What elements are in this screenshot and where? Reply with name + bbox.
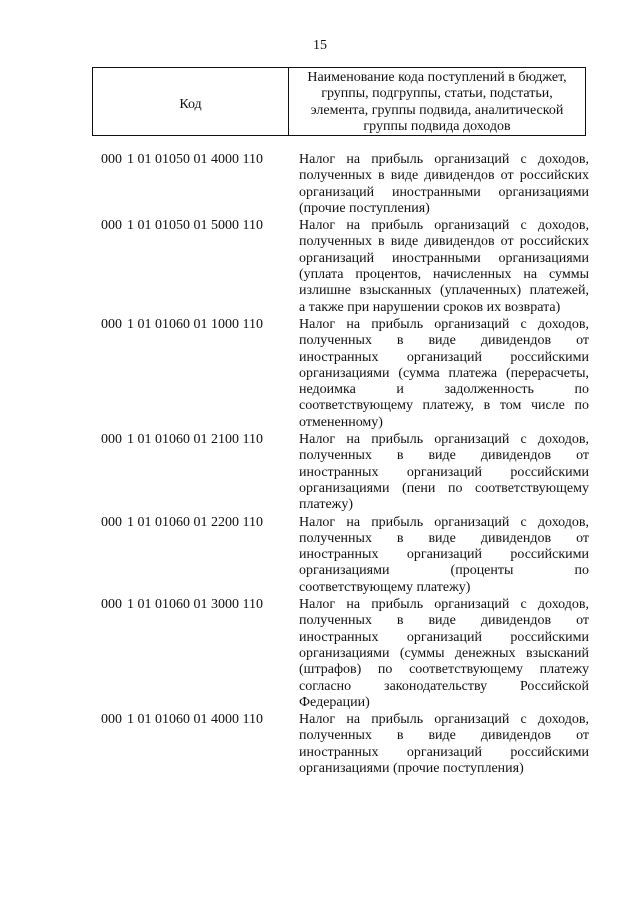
- income-name-line: иностранных организаций российскими: [299, 464, 589, 480]
- table-header: [92, 67, 586, 136]
- admin-code: 000: [101, 152, 122, 167]
- income-name-line: иностранных организаций российскими: [299, 744, 589, 760]
- income-name-line: организаций иностранными организациями: [299, 250, 589, 266]
- budget-code: 1 01 01060 01 2200 110: [127, 514, 263, 530]
- income-name-line: Федерации): [299, 694, 370, 710]
- admin-code: 000: [101, 514, 122, 530]
- admin-code: 000: [101, 218, 122, 234]
- income-name-line: организациями (сумма платежа (перерасчеты,: [299, 365, 589, 381]
- income-name-line: (штрафов) по соответствующему платежу: [299, 662, 589, 678]
- income-name-line: платежу): [299, 497, 353, 513]
- table-row: [0, 432, 640, 513]
- header-name-label: Наименование кода поступлений в бюджет, группы, подгруппы, статьи, подстатьи, элемента, группы подвида, аналитической группы подвида доходов: [307, 70, 567, 135]
- income-name-line: соответствующему платежу): [299, 579, 471, 595]
- table-row: [0, 515, 640, 596]
- budget-code: 1 01 01060 01 3000 110: [127, 597, 263, 613]
- income-name-line: Налог на прибыль организаций с доходов,: [299, 712, 589, 728]
- income-name-line: полученных в виде дивидендов от: [299, 530, 589, 546]
- income-name-line: Налог на прибыль организаций с доходов,: [299, 316, 589, 332]
- income-name-line: организаций иностранными организациями: [299, 184, 589, 200]
- income-name-line: полученных в виде дивидендов от российских: [299, 234, 589, 250]
- income-name-line: Налог на прибыль организаций с доходов,: [299, 152, 589, 167]
- table-row: [0, 597, 640, 711]
- income-name-line: организациями (пени по соответствующему: [299, 480, 589, 496]
- income-name-line: соответствующему платежу, в том числе по: [299, 398, 589, 414]
- income-name-line: отмененному): [299, 414, 383, 430]
- income-name-line: согласно законодательству Российской: [299, 678, 589, 694]
- income-name-line: организациями (суммы денежных взысканий: [299, 645, 589, 661]
- income-name: [299, 712, 589, 777]
- income-name: [299, 515, 589, 596]
- income-name-line: иностранных организаций российскими: [299, 349, 589, 365]
- income-name-line: (прочие поступления): [299, 200, 430, 216]
- income-name: [299, 218, 589, 316]
- income-name-line: Налог на прибыль организаций с доходов,: [299, 432, 589, 448]
- income-name-line: полученных в виде дивидендов от: [299, 448, 589, 464]
- admin-code: 000: [101, 432, 122, 448]
- income-name-line: излишне взысканных (уплаченных) платежей,: [299, 283, 589, 299]
- income-code-list: [0, 152, 640, 777]
- header-code-label: Код: [179, 96, 202, 112]
- income-name: [299, 432, 589, 513]
- budget-code: 1 01 01050 01 4000 110: [127, 152, 263, 167]
- header-name-cell: [289, 68, 585, 135]
- income-name-line: а также при нарушении сроков их возврата): [299, 299, 561, 315]
- income-name: [299, 317, 589, 431]
- admin-code: 000: [101, 316, 122, 332]
- income-name-line: иностранных организаций российскими: [299, 547, 589, 563]
- budget-code: 1 01 01060 01 2100 110: [127, 432, 263, 448]
- budget-code: 1 01 01060 01 1000 110: [127, 316, 263, 332]
- income-name-line: полученных в виде дивидендов от: [299, 613, 589, 629]
- income-name-line: организациями (проценты по: [299, 563, 589, 579]
- table-row: [0, 218, 640, 316]
- table-row: [0, 152, 640, 217]
- income-name-line: недоимка и задолженность по: [299, 382, 589, 398]
- income-name-line: организациями (прочие поступления): [299, 760, 524, 776]
- income-name-line: полученных в виде дивидендов от: [299, 728, 589, 744]
- income-name-line: Налог на прибыль организаций с доходов,: [299, 514, 589, 530]
- header-code-cell: [93, 68, 289, 135]
- income-name-line: Налог на прибыль организаций с доходов,: [299, 597, 589, 613]
- income-name-line: полученных в виде дивидендов от: [299, 333, 589, 349]
- income-name-line: полученных в виде дивидендов от российских: [299, 168, 589, 184]
- page-number: 15: [313, 38, 327, 53]
- income-name: [299, 597, 589, 711]
- income-name-line: Налог на прибыль организаций с доходов,: [299, 218, 589, 234]
- admin-code: 000: [101, 712, 122, 728]
- budget-code: 1 01 01060 01 4000 110: [127, 712, 263, 728]
- admin-code: 000: [101, 597, 122, 613]
- table-row: [0, 317, 640, 431]
- table-row: [0, 712, 640, 777]
- income-name: [299, 152, 589, 217]
- budget-code: 1 01 01050 01 5000 110: [127, 218, 263, 234]
- income-name-line: (уплата процентов, начисленных на суммы: [299, 267, 589, 283]
- income-name-line: иностранных организаций российскими: [299, 629, 589, 645]
